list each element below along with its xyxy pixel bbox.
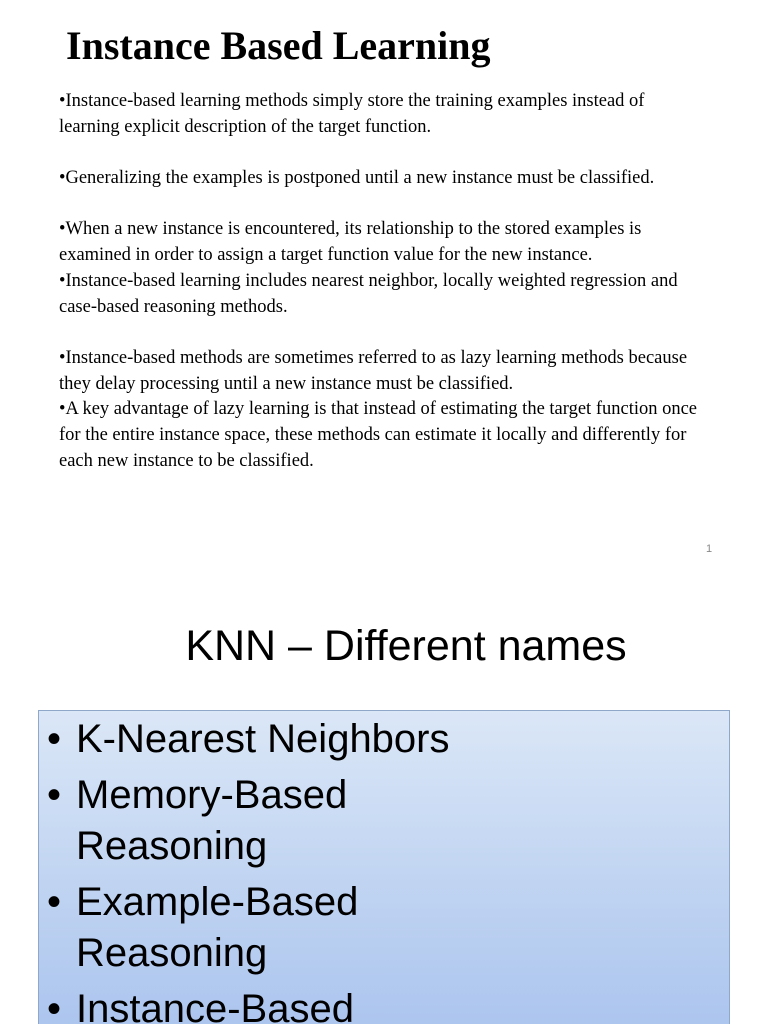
slide-title-knn: KNN – Different names bbox=[185, 622, 627, 670]
list-item bbox=[39, 770, 396, 873]
paragraph: •Instance-based learning includes nearest neighbor, locally weighted regression and case-based reasoning methods. bbox=[59, 270, 678, 317]
slide-body bbox=[59, 89, 699, 475]
paragraph-gap bbox=[59, 192, 699, 218]
bullet-icon: • bbox=[47, 717, 62, 761]
list-item-text: K-Nearest Neighbors bbox=[76, 717, 450, 761]
bullet-icon: • bbox=[47, 986, 62, 1024]
list-item bbox=[39, 714, 636, 766]
bullet-icon: • bbox=[47, 879, 62, 924]
list-item bbox=[39, 877, 396, 980]
bullet-icon: • bbox=[47, 772, 62, 817]
paragraph-gap bbox=[59, 320, 699, 346]
paragraph: •Instance-based methods are sometimes referred to as lazy learning methods because they delay processing until a new instance must be classified. bbox=[59, 347, 688, 394]
list-item bbox=[39, 984, 396, 1024]
paragraph: •Generalizing the examples is postponed until a new instance must be classified. bbox=[59, 168, 655, 189]
list-item-text: Memory-Based Reasoning bbox=[76, 772, 348, 868]
list-item-text: Example-Based Reasoning bbox=[76, 879, 359, 975]
slide-number: 1 bbox=[706, 543, 713, 555]
paragraph: •A key advantage of lazy learning is that instead of estimating the target function once for the entire instance space, these methods can estimate it locally and differently for each new instance to be classified. bbox=[59, 399, 698, 471]
knn-names-list bbox=[39, 714, 636, 1024]
list-item-text: Instance-Based bbox=[76, 986, 354, 1024]
paragraph-gap bbox=[59, 140, 699, 166]
paragraph: •Instance-based learning methods simply store the training examples instead of learning explicit description of the target function. bbox=[59, 91, 645, 137]
paragraph: •When a new instance is encountered, its relationship to the stored examples is examined in order to assign a target function value for the new instance. bbox=[59, 219, 642, 266]
knn-names-box bbox=[38, 710, 730, 1024]
slide-title: Instance Based Learning bbox=[66, 23, 491, 68]
